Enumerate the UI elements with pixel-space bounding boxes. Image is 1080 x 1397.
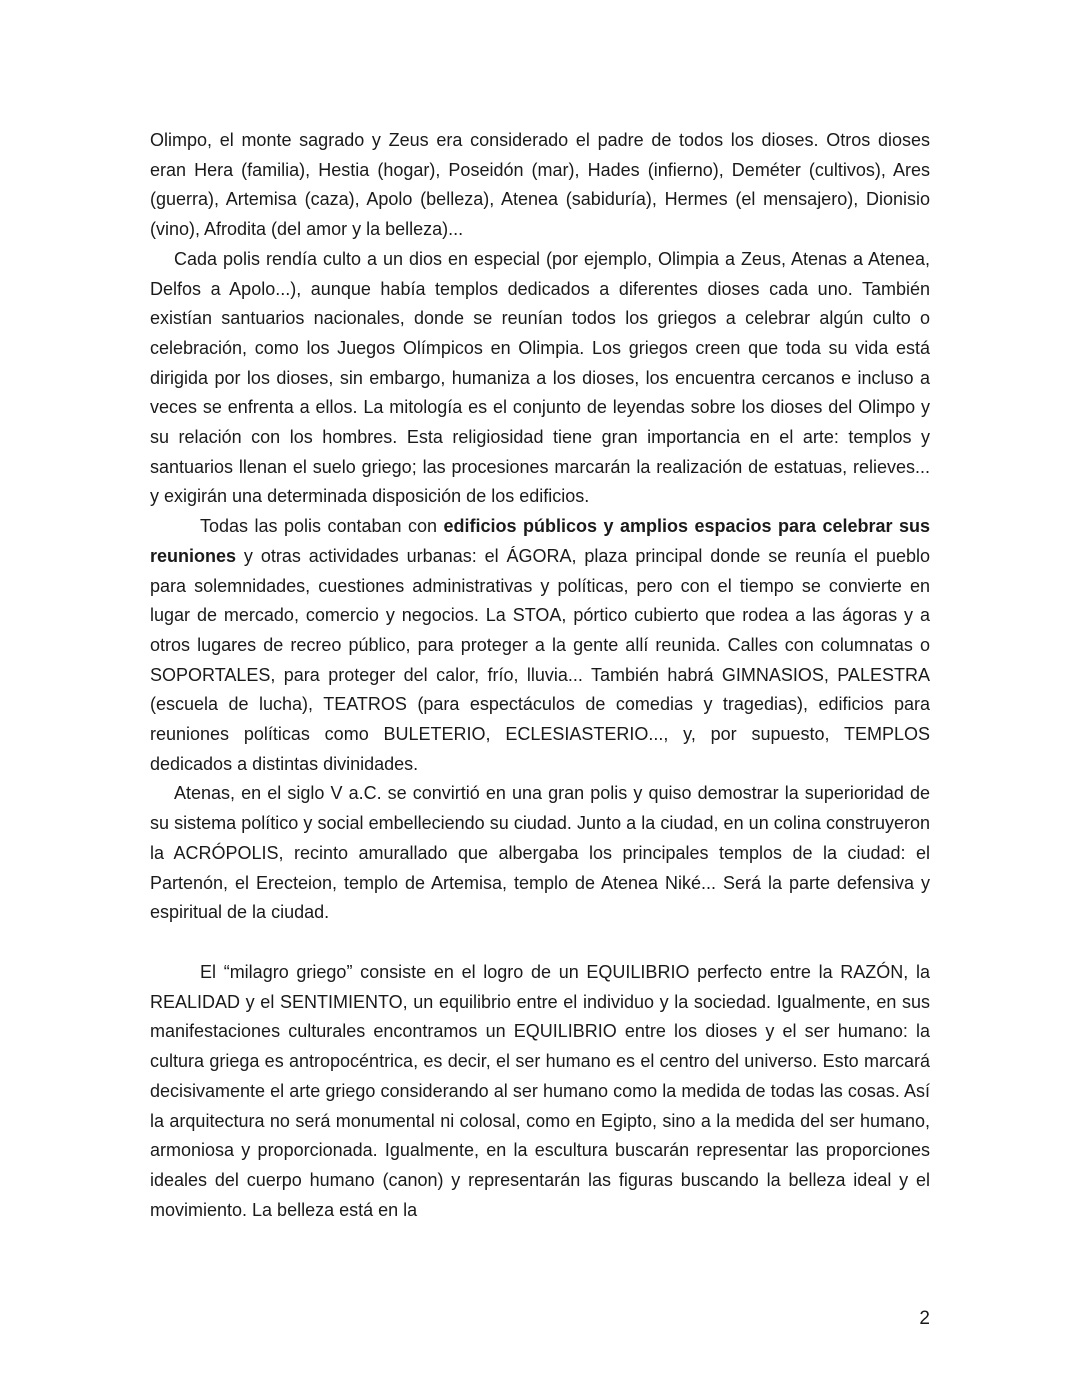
paragraph-athens: Atenas, en el siglo V a.C. se convirtió en una gran polis y quiso demostrar la superioridad de su sistema político y social embelleciendo su ciudad. Junto a la ciudad, en un colina construyeron la ACRÓPOLIS, recinto amurallado que albergaba los principales templos de la ciudad: el Partenón, el Erecteion, templo de Artemisa, templo de Atenea Niké... Será la parte defensiva y espiritual de la ciudad. — [150, 783, 930, 923]
paragraph-polis-cult: Cada polis rendía culto a un dios en especial (por ejemplo, Olimpia a Zeus, Atenas a Atenea, Delfos a Apolo...), aunque había templos dedicados a diferentes dioses cada uno. También existían santuarios nacionales, donde se reunían todos los griegos a celebrar algún culto o celebración, como los Juegos Olímpicos en Olimpia. Los griegos creen que toda su vida está dirigida por los dioses, sin embargo, humaniza a los dioses, los encuentra cercanos e incluso a veces se enfrenta a ellos. La mitología es el conjunto de leyendas sobre los dioses del Olimpo y su relación con los hombres. Esta religiosidad tiene gran importancia en el arte: templos y santuarios llenan el suelo griego; las procesiones marcarán la realización de estatuas, relieves... y exigirán una determinada disposición de los edificios. — [150, 248, 930, 507]
paragraph-greek-miracle: El “milagro griego” consiste en el logro de un EQUILIBRIO perfecto entre la RAZÓN, la REALIDAD y el SENTIMIENTO, un equilibrio entre el individuo y la sociedad. Igualmente, en sus manifestaciones culturales encontramos un EQUILIBRIO entre los dioses y el ser humano: la cultura griega es antropocéntrica, es decir, el ser humano es el centro del universo. Esto marcará decisivamente el arte griego considerando al ser humano como la medida de todas las cosas. Así la arquitectura no será monumental ni colosal, como en Egipto, sino a la medida del ser humano, armoniosa y proporcionada. Igualmente, en la escultura buscarán representar las proporciones ideales del cuerpo humano (canon) y representarán las figuras buscando la belleza ideal y el movimiento. La belleza está en la — [150, 961, 930, 1220]
paragraph-public-buildings-bold: edificios públicos y amplios espacios para celebrar sus reuniones — [150, 516, 930, 566]
paragraph-public-buildings-lead: Todas las polis contaban con — [200, 516, 444, 537]
body-text — [150, 126, 930, 1225]
paragraph-gods: Olimpo, el monte sagrado y Zeus era considerado el padre de todos los dioses. Otros dioses eran Hera (familia), Hestia (hogar), Poseidón (mar), Hades (infierno), Deméter (cultivos), Ares (guerra), Artemisa (caza), Apolo (belleza), Atenea (sabiduría), Hermes (el mensajero), Dionisio (vino), Afrodita (del amor y la belleza)... — [150, 130, 930, 240]
paragraph-public-buildings — [150, 512, 930, 779]
paragraph-gap — [150, 928, 930, 958]
page-number: 2 — [919, 1308, 930, 1329]
paragraph-public-buildings-rest: y otras actividades urbanas: el ÁGORA, plaza principal donde se reunía el pueblo para solemnidades, cuestiones administrativas y políticas, pero con el tiempo se convierte en lugar de mercado, comercio y negocios. La STOA, pórtico cubierto que rodea a las ágoras y a otros lugares de recreo público, para proteger a la gente allí reunida. Calles con columnatas o SOPORTALES, para proteger del calor, frío, lluvia... También habrá GIMNASIOS, PALESTRA (escuela de lucha), TEATROS (para espectáculos de comedias y tragedias), edificios para reuniones políticas como BULETERIO, ECLESIASTERIO..., y, por supuesto, TEMPLOS dedicados a distintas divinidades. — [150, 545, 930, 774]
